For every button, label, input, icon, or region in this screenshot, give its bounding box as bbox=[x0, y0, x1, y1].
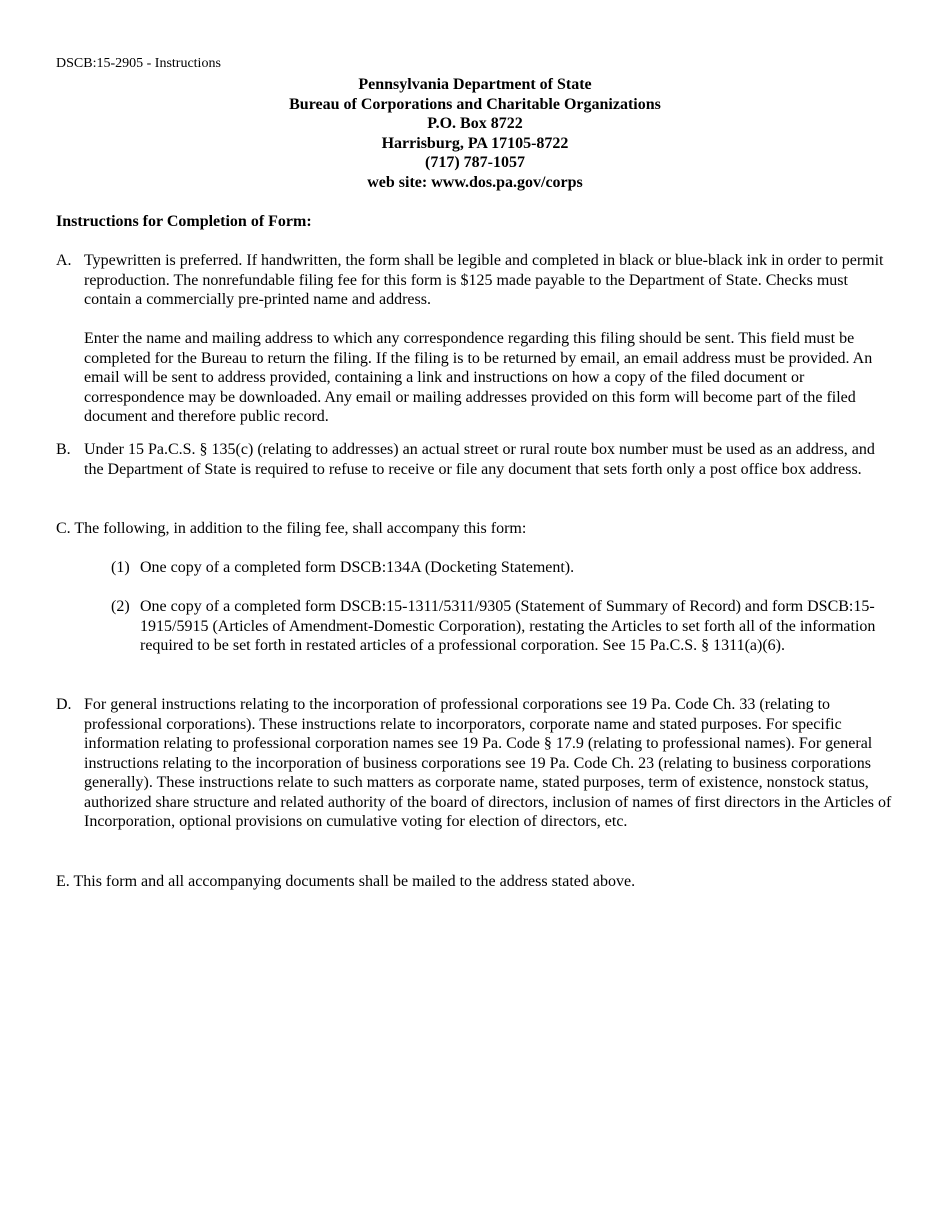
item-content bbox=[84, 251, 896, 427]
instruction-b-text: Under 15 Pa.C.S. § 135(c) (relating to addresses) an actual street or rural route box number must be used as an address, and the Department of State is required to refuse to receive or file any document that sets forth only a post office box address. bbox=[84, 441, 875, 478]
subitem-text: One copy of a completed form DSCB:15-1311/5311/9305 (Statement of Summary of Record) and form DSCB:15-1915/5915 (Articles of Amendment-Domestic Corporation), restating the Articles to set forth all of the information required to be set forth in restated articles of a professional corporation. See 15 Pa.C.S. § 1311(a)(6). bbox=[140, 598, 876, 654]
city-state-zip: Harrisburg, PA 17105-8722 bbox=[381, 134, 569, 152]
item-letter: D. bbox=[56, 696, 72, 713]
item-letter: A. bbox=[56, 252, 72, 269]
section-title: Instructions for Completion of Form: bbox=[56, 213, 312, 230]
phone-number: (717) 787-1057 bbox=[425, 154, 525, 171]
department-header bbox=[0, 75, 950, 192]
instruction-item-b bbox=[56, 440, 896, 479]
form-identifier: DSCB:15-2905 - Instructions bbox=[56, 56, 221, 71]
instruction-c-subitem-2 bbox=[111, 597, 896, 656]
instruction-c-text: C. The following, in addition to the filing fee, shall accompany this form: bbox=[56, 520, 527, 537]
instruction-item-e bbox=[56, 872, 896, 892]
instruction-d-text: For general instructions relating to the incorporation of professional corporations see 19 Pa. Code Ch. 33 (relating to professional corporations). These instructions relate to incorporators, corporate name and stated purposes. For specific information relating to professional corporation names see 19 Pa. Code § 17.9 (relating to professional names). For general instructions relating to the incorporation of business corporations see 19 Pa. Code Ch. 23 (relating to business corporations generally). These instructions relate to such matters as corporate name, stated purposes, term of existence, nonstock status, authorized share structure and related authority of the board of directors, inclusion of names of first directors in the Articles of Incorporation, optional provisions on cumulative voting for election of directors, etc. bbox=[84, 696, 892, 830]
instruction-a-paragraph-2: Enter the name and mailing address to which any correspondence regarding this filing should be sent. This field must be completed for the Bureau to return the filing. If the filing is to be returned by email, an email address must be provided. An email will be sent to address provided, containing a link and instructions on how a copy of the filed document or correspondence may be downloaded. Any email or mailing addresses provided on this form will become part of the filed document and therefore public record. bbox=[84, 330, 873, 425]
instruction-a-paragraph-1: Typewritten is preferred. If handwritten, the form shall be legible and completed in black or blue-black ink in order to permit reproduction. The nonrefundable filing fee for this form is $125 made payable to the Department of State. Checks must contain a commercially pre-printed name and address. bbox=[84, 252, 884, 308]
instruction-item-d bbox=[56, 695, 896, 832]
bureau-name: Bureau of Corporations and Charitable Organizations bbox=[289, 95, 661, 113]
item-letter: B. bbox=[56, 441, 71, 458]
instruction-item-a bbox=[56, 251, 896, 427]
subitem-text: One copy of a completed form DSCB:134A (Docketing Statement). bbox=[140, 559, 575, 576]
po-box: P.O. Box 8722 bbox=[427, 115, 523, 132]
instruction-e-text: E. This form and all accompanying documents shall be mailed to the address stated above. bbox=[56, 873, 636, 890]
subitem-number: (1) bbox=[111, 559, 130, 576]
instruction-item-c bbox=[56, 519, 896, 539]
subitem-number: (2) bbox=[111, 598, 130, 615]
instruction-c-subitem-1 bbox=[111, 558, 896, 578]
website: web site: www.dos.pa.gov/corps bbox=[367, 173, 583, 191]
department-name: Pennsylvania Department of State bbox=[358, 76, 592, 93]
